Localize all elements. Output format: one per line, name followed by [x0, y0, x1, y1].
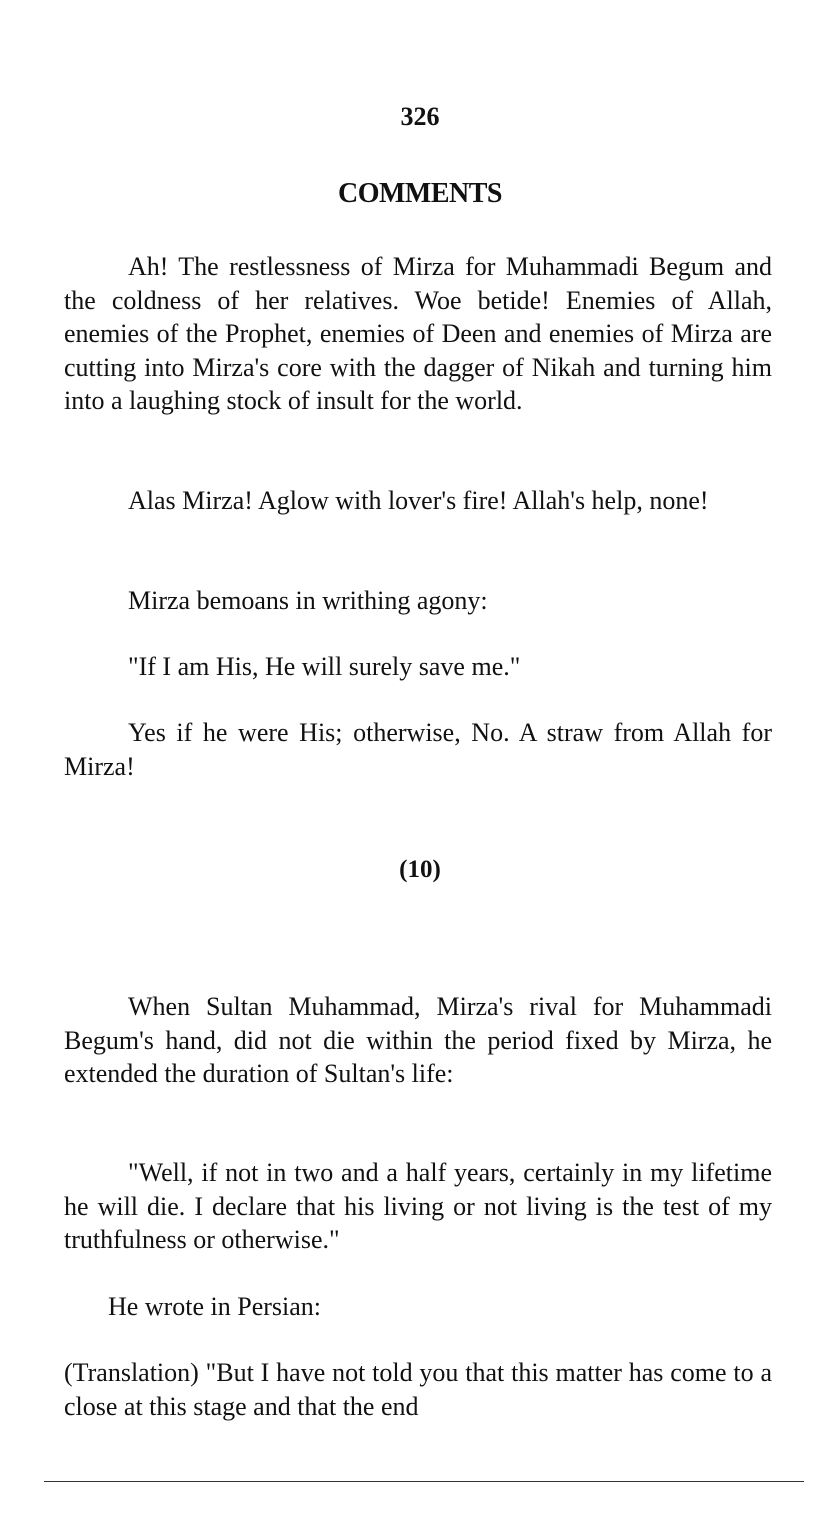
- paragraph-section-3: He wrote in Persian:: [108, 1292, 322, 1321]
- page-number: 326: [400, 102, 440, 131]
- paragraph-section-1: When Sultan Muhammad, Mirza's rival for Muhammadi Begum's hand, did not die within the period fixed by Mirza, he extended the duration of Sultan's life:: [64, 992, 772, 1088]
- section-heading: COMMENTS: [338, 178, 502, 209]
- quote-paragraph-2: "Well, if not in two and a half years, certainly in my lifetime he will die. I declare that his living or not living is the test of my truthfulness or otherwise.": [64, 1158, 772, 1254]
- footer-rule: [44, 1481, 804, 1482]
- paragraph-comments-2: Alas Mirza! Aglow with lover's fire! Allah's help, none!: [128, 486, 709, 515]
- paragraph-comments-3: Mirza bemoans in writhing agony:: [128, 586, 488, 615]
- section-number: (10): [399, 856, 441, 883]
- paragraph-comments-5: Yes if he were His; otherwise, No. A straw from Allah for Mirza!: [64, 718, 772, 781]
- quote-paragraph: "If I am His, He will surely save me.": [128, 652, 521, 681]
- paragraph-translation: (Translation) "But I have not told you that this matter has come to a close at this stage and that the end: [64, 1358, 772, 1421]
- paragraph-comments-1: Ah! The restlessness of Mirza for Muhammadi Begum and the coldness of her relatives. Woe betide! Enemies of Allah, enemies of the Prophet, enemies of Deen and enemies of Mirza are cutting into Mirza's core with the dagger of Nikah and turning him into a laughing stock of insult for the world.: [64, 252, 772, 415]
